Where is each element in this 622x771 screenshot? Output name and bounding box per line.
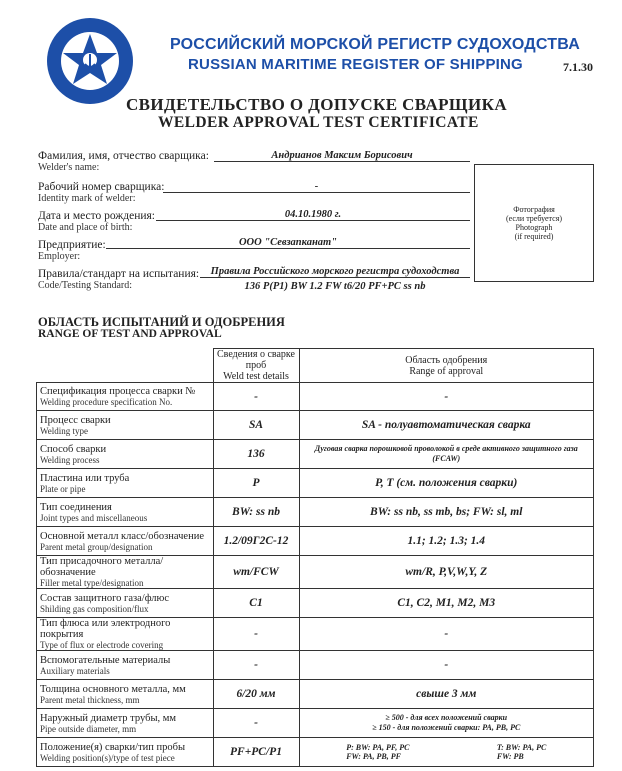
range-table bbox=[36, 348, 594, 767]
header-range-approval: Область одобрения Range of approval bbox=[299, 349, 594, 383]
table-row: Тип присадочного металла/обозначение Filler metal type/designation wm/FCW wm/R, P,V,W,Y, Z bbox=[37, 556, 594, 589]
section-title-en: RANGE OF TEST AND APPROVAL bbox=[38, 328, 222, 340]
employer-label-en: Employer: bbox=[38, 251, 81, 262]
photo-note-en: (if required) bbox=[514, 232, 554, 241]
table-row: Основной металл класс/обозначение Parent metal group/designation 1.2/09Г2С-12 1.1; 1.2; 1.3; 1.4 bbox=[37, 527, 594, 556]
table-row: Тип флюса или электродного покрытия Type of flux or electrode covering - - bbox=[37, 618, 594, 651]
employer-label-ru: Предприятие: bbox=[38, 239, 106, 251]
mark-label-en: Identity mark of welder: bbox=[38, 193, 136, 204]
section-title-ru: ОБЛАСТЬ ИСПЫТАНИЙ И ОДОБРЕНИЯ bbox=[38, 315, 285, 329]
photo-label-en: Photograph bbox=[515, 223, 553, 232]
table-row: Наружный диаметр трубы, мм Pipe outside diameter, mm - ≥ 500 - для всех положений сварки ≥ 150 - для положений сварки: PA, PB, PC bbox=[37, 709, 594, 738]
document-title-en: WELDER APPROVAL TEST CERTIFICATE bbox=[158, 114, 479, 131]
table-row: Положение(я) сварки/тип пробы Welding position(s)/type of test piece PF+PC/P1 P: BW: PA, PF, PC FW: PA, PB, PF T: BW: PA, PC FW: PB bbox=[37, 738, 594, 767]
mark-label-ru: Рабочий номер сварщика: bbox=[38, 181, 165, 193]
name-label-ru: Фамилия, имя, отчество сварщика: bbox=[38, 150, 209, 162]
table-row: Состав защитного газа/флюс Shilding gas composition/flux C1 C1, C2, M1, M2, M3 bbox=[37, 589, 594, 618]
table-header-row bbox=[37, 349, 594, 383]
form-number: 7.1.30 bbox=[563, 60, 593, 74]
table-row: Пластина или труба Plate or pipe P P, T (см. положения сварки) bbox=[37, 469, 594, 498]
birth-label-en: Date and place of birth: bbox=[38, 222, 133, 233]
org-name-en: RUSSIAN MARITIME REGISTER OF SHIPPING bbox=[188, 56, 523, 73]
header-weld-details: Сведения о сварке проб Weld test details bbox=[213, 349, 299, 383]
birth-label-ru: Дата и место рождения: bbox=[38, 210, 156, 222]
document-title-ru: СВИДЕТЕЛЬСТВО О ДОПУСКЕ СВАРЩИКА bbox=[126, 95, 508, 114]
standard-label-ru: Правила/стандарт на испытания: bbox=[38, 268, 200, 280]
standard-value: Правила Российского морского регистра судоходства bbox=[200, 266, 470, 278]
standard-code-value: 136 P(P1) BW 1.2 FW t6/20 PF+PC ss nb bbox=[244, 281, 426, 292]
employer-value: ООО "Севзапканат" bbox=[106, 237, 470, 249]
table-row: Тип соединения Joint types and miscellaneous BW: ss nb BW: ss nb, ss mb, bs; FW: sl, ml bbox=[37, 498, 594, 527]
photo-label-ru: Фотография bbox=[513, 205, 555, 214]
welder-name-value: Андрианов Максим Борисович bbox=[214, 150, 470, 162]
table-row: Способ сварки Welding process 136 Дуговая сварка порошковой проволокой в среде активного защитного газа (FCAW) bbox=[37, 440, 594, 469]
mark-value: - bbox=[163, 181, 470, 193]
table-row: Толщина основного металла, мм Parent metal thickness, mm 6/20 мм свыше 3 мм bbox=[37, 680, 594, 709]
photo-box bbox=[474, 164, 594, 282]
birth-value: 04.10.1980 г. bbox=[156, 209, 470, 221]
welding-positions: P: BW: PA, PF, PC FW: PA, PB, PF T: BW: PA, PC FW: PB bbox=[346, 743, 547, 761]
photo-note-ru: (если требуется) bbox=[505, 214, 563, 223]
standard-label-en: Code/Testing Standard: bbox=[38, 280, 133, 291]
table-row: Спецификация процесса сварки № Welding procedure specification No. - - bbox=[37, 383, 594, 411]
name-label-en: Welder's name: bbox=[38, 162, 100, 173]
table-row: Процесс сварки Welding type SA SA - полуавтоматическая сварка bbox=[37, 411, 594, 440]
rs-logo bbox=[45, 16, 135, 106]
org-name-ru: РОССИЙСКИЙ МОРСКОЙ РЕГИСТР СУДОХОДСТВА bbox=[170, 36, 580, 53]
table-row: Вспомогательные материалы Auxiliary materials - - bbox=[37, 651, 594, 680]
